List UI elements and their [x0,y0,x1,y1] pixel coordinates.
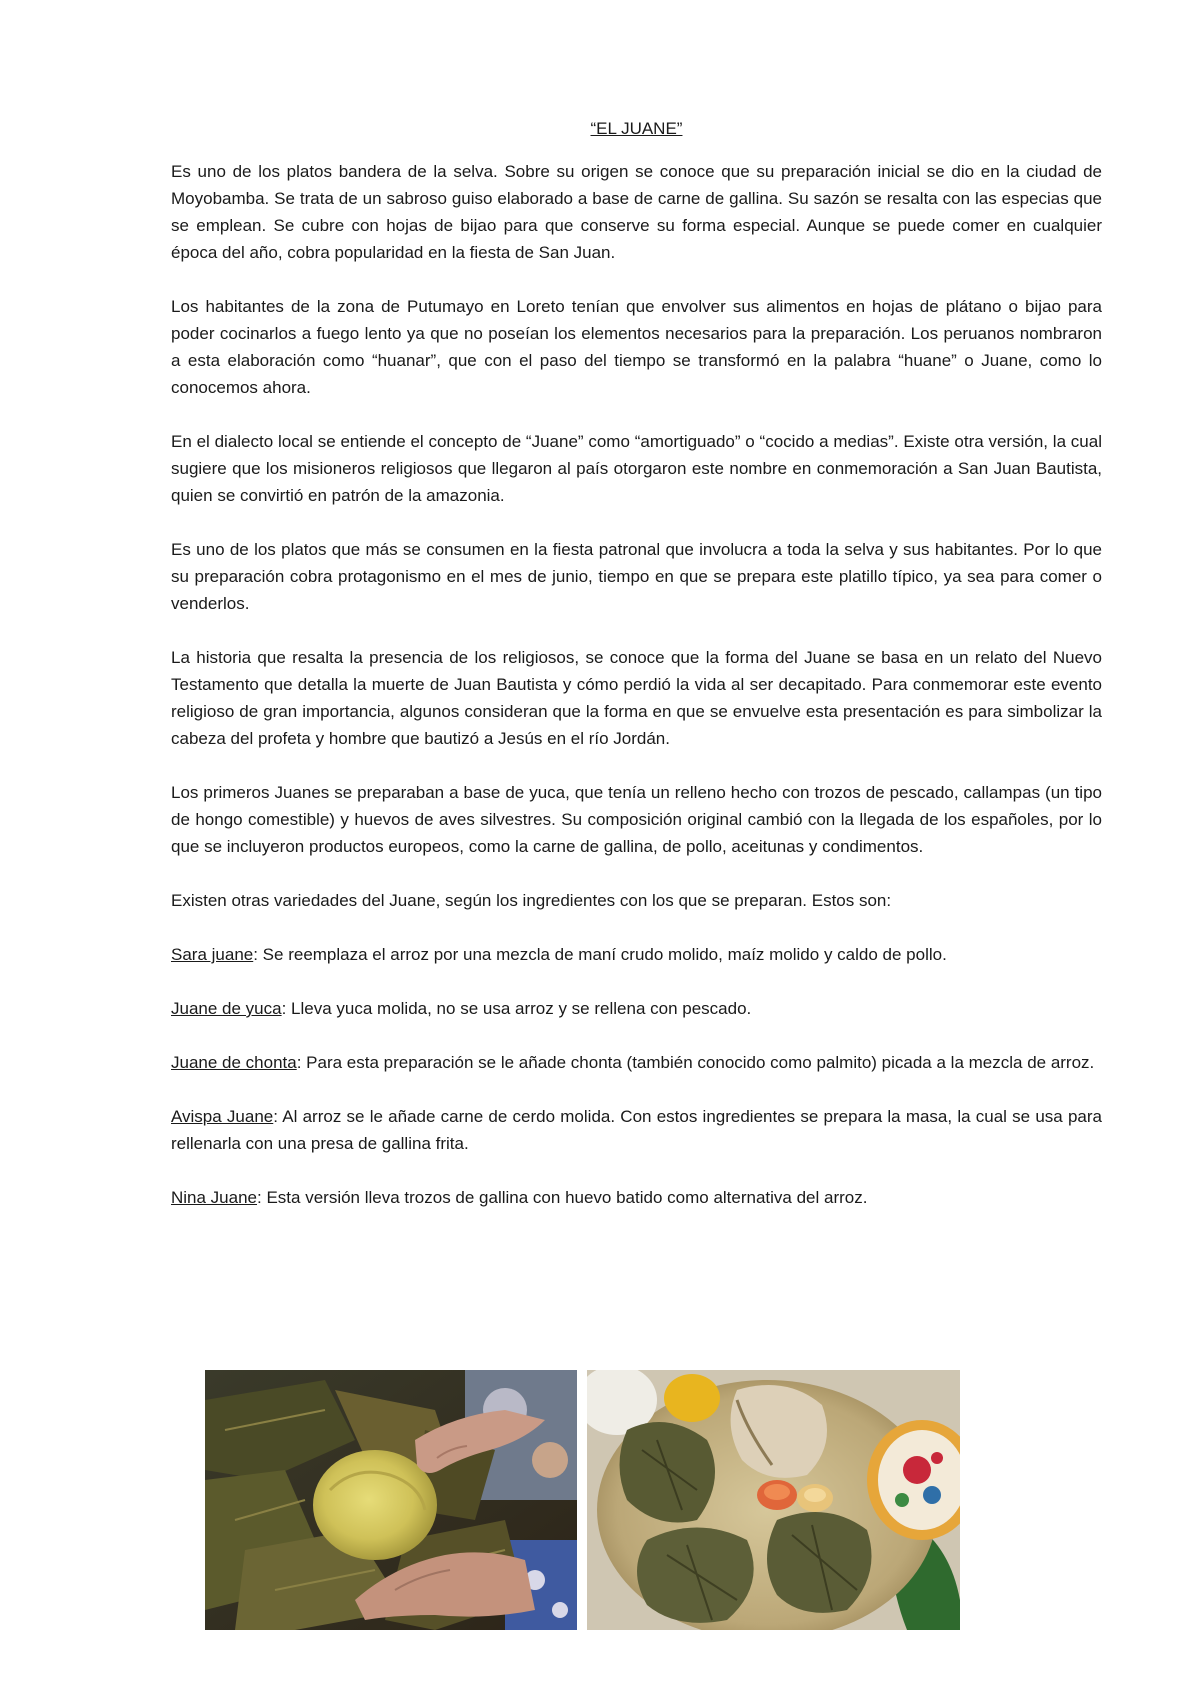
paragraph-4: Es uno de los platos que más se consumen en la fiesta patronal que involucra a toda la selva y sus habitantes. Por lo que su preparación cobra protagonismo en el mes de junio, tiempo en que se prepara este platillo típico, ya sea para comer o venderlos. [171,540,1102,613]
variety-juane-de-chonta [171,1049,1102,1076]
variety-description: : Para esta preparación se le añade chonta (también conocido como palmito) picada a la mezcla de arroz. [296,1053,1095,1072]
photo-juane-hands [205,1370,577,1630]
photo-juane-plate [587,1370,960,1630]
photo-juane-plate-illustration [587,1370,960,1630]
paragraph-5: La historia que resalta la presencia de los religiosos, se conoce que la forma del Juane se basa en un relato del Nuevo Testamento que detalla la muerte de Juan Bautista y cómo perdió la vida al ser decapitado. Para conmemorar este evento religioso de gran importancia, algunos consideran que la forma en que se envuelve esta presentación es para simbolizar la cabeza del profeta y hombre que bautizó a Jesús en el río Jordán. [171,648,1102,748]
variety-juane-de-yuca [171,995,1102,1022]
paragraph-1: Es uno de los platos bandera de la selva. Sobre su origen se conoce que su preparación inicial se dio en la ciudad de Moyobamba. Se trata de un sabroso guiso elaborado a base de carne de gallina. Su sazón se resalta con las especias que se emplean. Se cubre con hojas de bijao para que conserve su forma especial. Aunque se puede comer en cualquier época del año, cobra popularidad en la fiesta de San Juan. [171,162,1102,262]
document-page [171,118,1102,1211]
variety-avispa-juane [171,1103,1102,1157]
variety-description: : Esta versión lleva trozos de gallina con huevo batido como alternativa del arroz. [257,1188,868,1207]
photo-juane-hands-illustration [205,1370,577,1630]
document-title: “EL JUANE” [590,119,683,138]
variety-sara-juane [171,941,1102,968]
paragraph-2: Los habitantes de la zona de Putumayo en Loreto tenían que envolver sus alimentos en hojas de plátano o bijao para poder cocinarlos a fuego lento ya que no poseían los elementos necesarios para la preparación. Los peruanos nombraron a esta elaboración como “huanar”, que con el paso del tiempo se transformó en la palabra “huane” o Juane, como lo conocemos ahora. [171,297,1102,397]
photo-row [205,1370,960,1630]
variety-nina-juane [171,1184,1102,1211]
paragraph-3: En el dialecto local se entiende el concepto de “Juane” como “amortiguado” o “cocido a medias”. Existe otra versión, la cual sugiere que los misioneros religiosos que llegaron al país otorgaron este nombre en conmemoración a San Juan Bautista, quien se convirtió en patrón de la amazonia. [171,432,1102,505]
variety-name: Sara juane [171,945,254,964]
paragraph-6: Los primeros Juanes se preparaban a base de yuca, que tenía un relleno hecho con trozos de pescado, callampas (un tipo de hongo comestible) y huevos de aves silvestres. Su composición original cambió con la llegada de los españoles, por lo que se incluyeron productos europeos, como la carne de gallina, de pollo, aceitunas y condimentos. [171,783,1102,856]
paragraph-7: Existen otras variedades del Juane, según los ingredientes con los que se preparan. Estos son: [171,891,892,910]
variety-name: Juane de chonta [171,1053,297,1072]
variety-name: Avispa Juane [171,1107,274,1126]
variety-description: : Lleva yuca molida, no se usa arroz y se rellena con pescado. [281,999,752,1018]
variety-description: : Se reemplaza el arroz por una mezcla de maní crudo molido, maíz molido y caldo de pollo. [253,945,947,964]
variety-name: Juane de yuca [171,999,282,1018]
variety-name: Nina Juane [171,1188,258,1207]
variety-description: : Al arroz se le añade carne de cerdo molida. Con estos ingredientes se prepara la masa, la cual se usa para rellenarla con una presa de gallina frita. [171,1107,1103,1153]
